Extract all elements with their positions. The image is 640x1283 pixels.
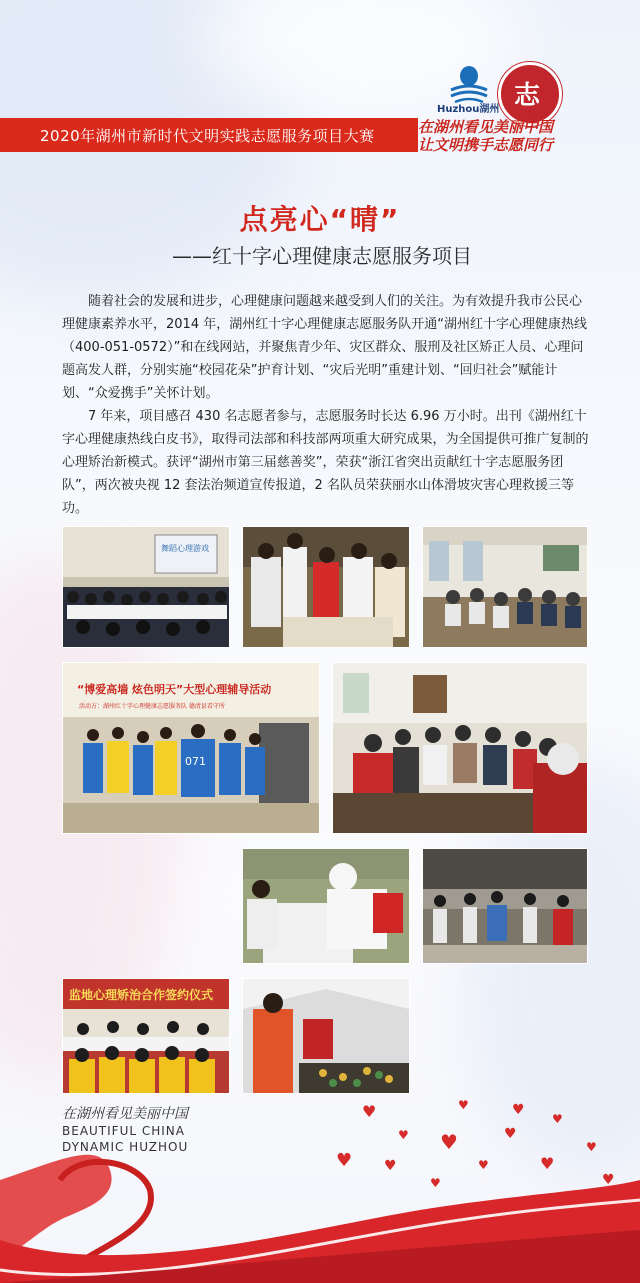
article-body	[62, 290, 592, 520]
bottom-brand-en-1: BEAUTIFUL CHINA	[62, 1124, 185, 1138]
volunteer-logo-icon	[498, 62, 562, 126]
classroom-screen-text: 舞蹈心理游戏	[161, 544, 209, 553]
bottom-brand-cn: 在湖州看见美丽中国	[62, 1106, 188, 1122]
page-title: 点亮心“晴”	[239, 203, 401, 236]
heart-icon: ♥	[478, 1158, 489, 1172]
heart-icon: ♥	[540, 1154, 555, 1173]
photo-meeting-room	[422, 526, 588, 648]
activity-banner-subtext: 活动方：湖州红十字心理健康志愿服务队 德清县看守所	[79, 703, 225, 710]
volunteer-logo-char: 志	[514, 81, 541, 111]
photo-classroom	[62, 526, 230, 648]
shirt-number: 071	[185, 755, 206, 768]
heart-icon: ♥	[602, 1172, 615, 1188]
slogan	[418, 118, 553, 154]
heart-icon: ♥	[362, 1102, 377, 1121]
page-subtitle: ——红十字心理健康志愿服务项目	[172, 244, 472, 268]
photo-signing-ceremony	[62, 978, 230, 1094]
activity-banner-text: “博爱高墙 炫色明天”大型心理辅导活动	[77, 683, 272, 696]
heart-icon: ♥	[504, 1126, 517, 1142]
bottom-brand-en-2: DYNAMIC HUZHOU	[62, 1140, 189, 1154]
signing-banner-text: 监地心理矫治合作签约仪式	[69, 988, 214, 1002]
photo-redcross-desk	[242, 848, 410, 964]
heart-icon: ♥	[552, 1112, 563, 1126]
event-banner	[0, 118, 418, 152]
heart-icon: ♥	[336, 1150, 353, 1171]
heart-icon: ♥	[586, 1140, 597, 1154]
red-ribbon-decoration	[0, 1120, 640, 1283]
heart-icon: ♥	[440, 1130, 458, 1154]
paragraph-1: 随着社会的发展和进步，心理健康问题越来越受到人们的关注。为有效提升我市公民心理健康素养水平，2014 年，湖州红十字心理健康志愿服务队开通“湖州红十字心理健康热线（400-051-0572）”和在线网站，并聚焦青少年、灾区群众、服刑及社区矫正人员、心理问题高发人群，分别实施“校园花朵”护育计划、“灾后光明”重建计划、“回归社会”赋能计划、“众爱携手”关怀计划。	[62, 294, 587, 401]
heart-icon: ♥	[512, 1102, 525, 1118]
event-banner-text: 2020年湖州市新时代文明实践志愿服务项目大赛	[40, 127, 375, 145]
paragraph-2: 7 年来，项目感召 430 名志愿者参与，志愿服务时长达 6.96 万小时。出刊《湖州红十字心理健康热线白皮书》，取得司法部和科技部两项重大研究成果，为全国提供可推广复制的心理矫治新模式。获评“湖州市第三届慈善奖”，荣获“浙江省突出贡献红十字志愿服务团队”，两次被央视 12 套法治频道宣传报道，2 名队员荣获丽水山体滑坡灾害心理救援三等功。	[62, 409, 589, 516]
slogan-line-2: 让文明携手志愿同行	[418, 136, 554, 154]
photo-group-exercise	[422, 848, 588, 964]
photo-prison-activity	[62, 662, 320, 834]
heart-icon: ♥	[398, 1128, 409, 1142]
huzhou-logo-text: Huzhou湖州	[437, 104, 500, 115]
photo-circle-discussion	[332, 662, 588, 834]
heart-icon: ♥	[384, 1158, 397, 1174]
slogan-line-1: 在湖州看见美丽中国	[418, 118, 554, 136]
heart-icon: ♥	[430, 1176, 441, 1190]
photo-sandplay-therapy	[242, 978, 410, 1094]
photo-students-activity	[242, 526, 410, 648]
heart-icon: ♥	[458, 1098, 469, 1112]
